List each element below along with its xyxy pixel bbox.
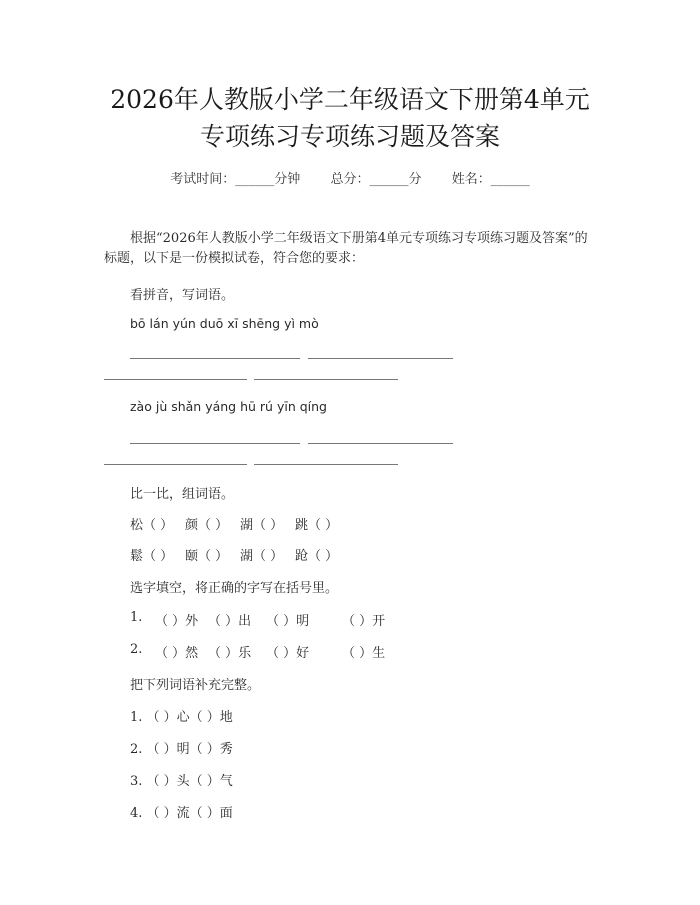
compare-item: 鬆（ ）: [130, 549, 174, 564]
exam-time-label: 考试时间：______分钟: [170, 172, 301, 187]
fill-item: （ ）乐: [208, 646, 252, 661]
complete-item: 4. （ ）流（ ）面: [130, 806, 233, 821]
compare-item: 颐（ ）: [185, 549, 229, 564]
answer-blank[interactable]: [104, 379, 247, 380]
intro-paragraph: 根据“2026年人教版小学二年级语文下册第4单元专项练习专项练习题及答案”的标题，以下是一份模拟试卷，符合您的要求：: [104, 231, 588, 266]
answer-blank[interactable]: [254, 379, 398, 380]
compare-item: 跳（ ）: [295, 518, 339, 533]
answer-blank[interactable]: [130, 443, 300, 444]
answer-blank[interactable]: [254, 464, 398, 465]
question-number: 2.: [130, 642, 143, 657]
compare-item: 湖（ ）: [240, 518, 284, 533]
fill-item: （ ）明: [266, 614, 310, 629]
complete-item: 1. （ ）心（ ）地: [130, 710, 233, 725]
compare-item: 湖（ ）: [240, 549, 284, 564]
section1-heading: 看拼音，写词语。: [130, 288, 235, 303]
exam-meta: [0, 168, 700, 187]
fill-item: （ ）外: [155, 614, 199, 629]
fill-item: （ ）然: [155, 646, 199, 661]
compare-item: 松（ ）: [130, 518, 174, 533]
exam-score-label: 总分：______分: [330, 172, 422, 187]
answer-blank[interactable]: [308, 358, 453, 359]
section4-heading: 把下列词语补充完整。: [130, 678, 261, 693]
complete-item: 3. （ ）头（ ）气: [130, 774, 233, 789]
pinyin-line-1: bō lán yún duō xī shēng yì mò: [130, 316, 319, 331]
answer-blank[interactable]: [104, 464, 247, 465]
fill-item: （ ）生: [342, 646, 386, 661]
section2-heading: 比一比，组词语。: [130, 487, 235, 502]
answer-blank[interactable]: [130, 358, 300, 359]
fill-item: （ ）出: [208, 614, 252, 629]
answer-blank[interactable]: [308, 443, 453, 444]
exam-name-label: 姓名：______: [451, 172, 530, 187]
fill-item: （ ）好: [266, 646, 310, 661]
complete-item: 2. （ ）明（ ）秀: [130, 742, 233, 757]
fill-item: （ ）开: [342, 614, 386, 629]
compare-item: 跄（ ）: [295, 549, 339, 564]
question-number: 1.: [130, 610, 143, 625]
compare-item: 颜（ ）: [185, 518, 229, 533]
section3-heading: 选字填空，将正确的字写在括号里。: [130, 581, 339, 596]
page-title-line-2: 专项练习专项练习题及答案: [199, 122, 500, 151]
page-title-line-1: 2026年人教版小学二年级语文下册第4单元: [110, 85, 590, 114]
pinyin-line-2: zào jù shǎn yáng hū rú yīn qíng: [130, 399, 327, 414]
